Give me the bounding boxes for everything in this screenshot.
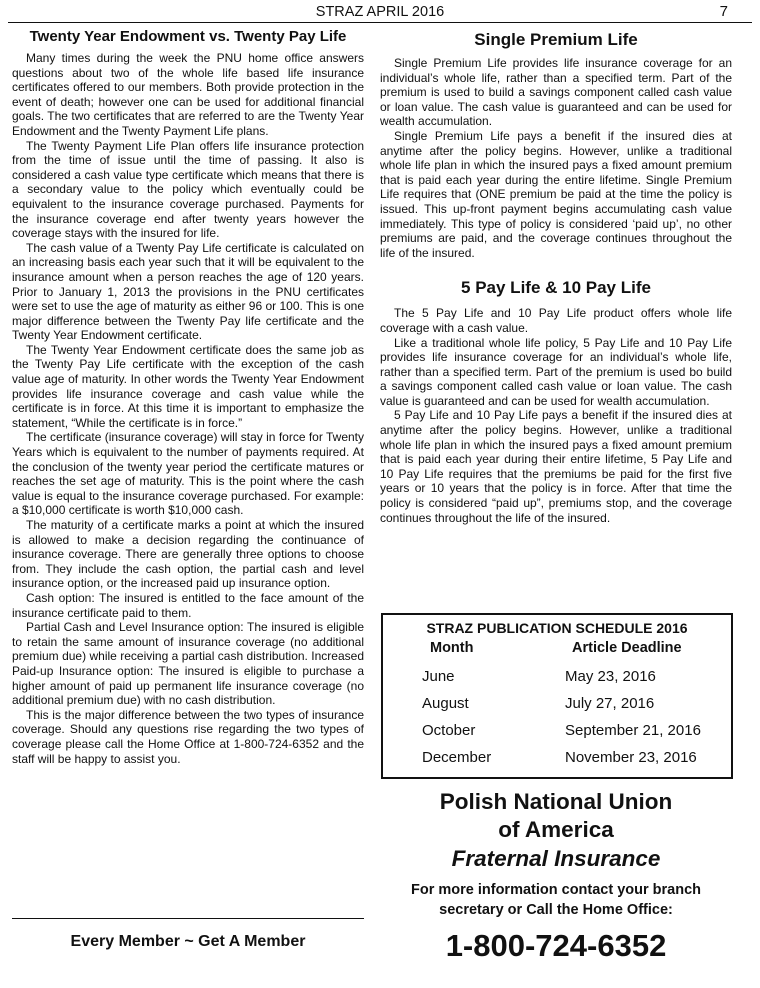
pnu-tagline: Fraternal Insurance <box>451 846 661 871</box>
schedule-deadline: September 21, 2016 <box>565 722 701 739</box>
divider <box>12 918 364 919</box>
schedule-header-row <box>383 636 731 662</box>
column-header-month: Month <box>430 640 474 656</box>
schedule-row <box>383 716 731 743</box>
pnu-name-line1: Polish National Union <box>439 789 673 814</box>
publication-schedule-box <box>381 613 733 779</box>
home-office-phone: 1-800-724-6352 <box>445 928 667 963</box>
paragraph: The certificate (insurance coverage) will stay in force for Twenty Years which is equivalent to the number of payments required. At the conclusion of the twenty year period the certificate matures or reaches the set age of maturity. This is the point where the cash value is equal to the insurance coverage purchased. For example: a $10,000 certificate is worth $10,000 cash. <box>12 430 364 518</box>
paragraph: Single Premium Life provides life insurance coverage for an individual’s whole life, rather than a specified term. Part of the premium is used to build a savings component called cash value or loan value. The cash value is guaranteed and can be used for wealth accumulation. <box>380 56 732 129</box>
paragraph: Single Premium Life pays a benefit if the insured dies at anytime after the policy begins. However, unlike a traditional whole life plan in which the insured pays a fixed amount premium that is paid each year during the entire lifetime. Single Premium Life requires that (ONE premium be paid at the time the policy is issued. This up-front payment begins accumulating cash value immediately. This type of policy is considered ‘paid up’, no other premiums are paid, and the coverage continues throughout the life of the insured. <box>380 128 732 260</box>
schedule-row <box>383 743 731 770</box>
pnu-advertisement <box>380 788 732 920</box>
paragraph: The Twenty Payment Life Plan offers life insurance protection from the time of issue until the time of passing. It also is considered a cash value type certificate which means that there is a secondary value to the policy which eventually could be equivalent to the insurance coverage purchased. Payments for the insurance coverage end after twenty years however the coverage stays with the insured for life. <box>12 138 364 241</box>
slogan: Every Member ~ Get A Member <box>70 933 306 950</box>
page-number: 7 <box>719 3 728 20</box>
paragraph: Like a traditional whole life policy, 5 Pay Life and 10 Pay Life provides life insurance coverage for an individual’s whole life, rather than a specified term. Part of the premium is used bo build a savings component called cash value or loan value. The cash value is guaranteed and can be used for wealth accumulation. <box>380 335 732 408</box>
article-body-single-premium <box>380 56 732 260</box>
schedule-row <box>383 662 731 689</box>
right-column <box>380 28 732 525</box>
article-heading-single-premium: Single Premium Life <box>474 30 638 49</box>
paragraph: The maturity of a certificate marks a point at which the insured is allowed to make a decision regarding the continuance of insurance coverage. There are generally three options to choose from. They include the cash option, the partial cash and level insurance option, or the increased paid up insurance option. <box>12 518 364 591</box>
schedule-month: June <box>422 668 455 685</box>
left-column <box>12 28 364 766</box>
article-heading-pay-life: 5 Pay Life & 10 Pay Life <box>461 278 651 298</box>
schedule-month: December <box>422 749 492 766</box>
page-header <box>8 0 752 23</box>
paragraph: This is the major difference between the two types of insurance coverage. Should any questions rise regarding the two types of coverage please call the Home Office at 1-800-724-6352 and the staff will be happy to assist you. <box>12 707 364 766</box>
schedule-deadline: May 23, 2016 <box>565 668 656 685</box>
paragraph: The Twenty Year Endowment certificate does the same job as the Twenty Pay Life certificate with the exception of the cash value age of maturity. In other words the Twenty Year Endowment provides life insurance coverage and cash value while the certificate is in force. At this time it is important to emphasize the statement, “While the certificate is in force.” <box>12 342 364 430</box>
schedule-deadline: November 23, 2016 <box>565 749 697 766</box>
article-body-pay-life <box>380 306 732 525</box>
schedule-month: October <box>422 722 476 739</box>
schedule-title: STRAZ PUBLICATION SCHEDULE 2016 <box>426 620 688 636</box>
article-heading-endowment: Twenty Year Endowment vs. Twenty Pay Life <box>29 28 347 45</box>
schedule-deadline: July 27, 2016 <box>565 695 655 712</box>
schedule-month: August <box>422 695 469 712</box>
publication-title: STRAZ APRIL 2016 <box>315 4 445 20</box>
column-header-deadline: Article Deadline <box>572 640 682 656</box>
article-body-endowment <box>12 51 364 766</box>
paragraph: Cash option: The insured is entitled to the face amount of the insurance certificate paid to them. <box>12 590 364 620</box>
pnu-name-line2: of America <box>498 817 614 842</box>
paragraph: Many times during the week the PNU home office answers questions about two of the whole life based life insurance certificates offered to our members. Both provide protection in the event of death; however one can be used for additional financial goals. The two certificates that are referred to are the Twenty Year Endowment and the Twenty Payment Life plans. <box>12 51 364 138</box>
pnu-contact-text: For more information contact your branch secretary or Call the Home Office: <box>410 882 702 918</box>
paragraph: Partial Cash and Level Insurance option: The insured is eligible to retain the same amount of insurance coverage (no additional premium due) while receiving a partial cash distribution. Increased Paid-up Insurance option: The insured is eligible to purchase a higher amount of paid up permanent life insurance coverage (no additional premium due) with no cash distribution. <box>12 620 364 708</box>
paragraph: The 5 Pay Life and 10 Pay Life product offers whole life coverage with a cash value. <box>380 306 732 335</box>
schedule-row <box>383 689 731 716</box>
paragraph: The cash value of a Twenty Pay Life certificate is calculated on an increasing basis each year such that it will be equivalent to the insurance amount when a person reaches the age of 120 years. Prior to January 1, 2013 the provisions in the PNU certificates were set to use the age of maturity as either 96 or 100. This is one major difference between the Twenty Pay life certificate and the Twenty Year Endowment certificate. <box>12 240 364 343</box>
paragraph: 5 Pay Life and 10 Pay Life pays a benefit if the insured dies at anytime after the policy begins. However, unlike a traditional whole life plan in which the insured pays a fixed amount premium that is paid each year during their entire lifetime, 5 Pay Life and 10 Pay Life requires that the premiums be paid for the first five years or 10 years that the policy is in force. After that time the policy is considered “paid up”, premiums stop, and the coverage continues throughout the life of the insured. <box>380 408 732 525</box>
